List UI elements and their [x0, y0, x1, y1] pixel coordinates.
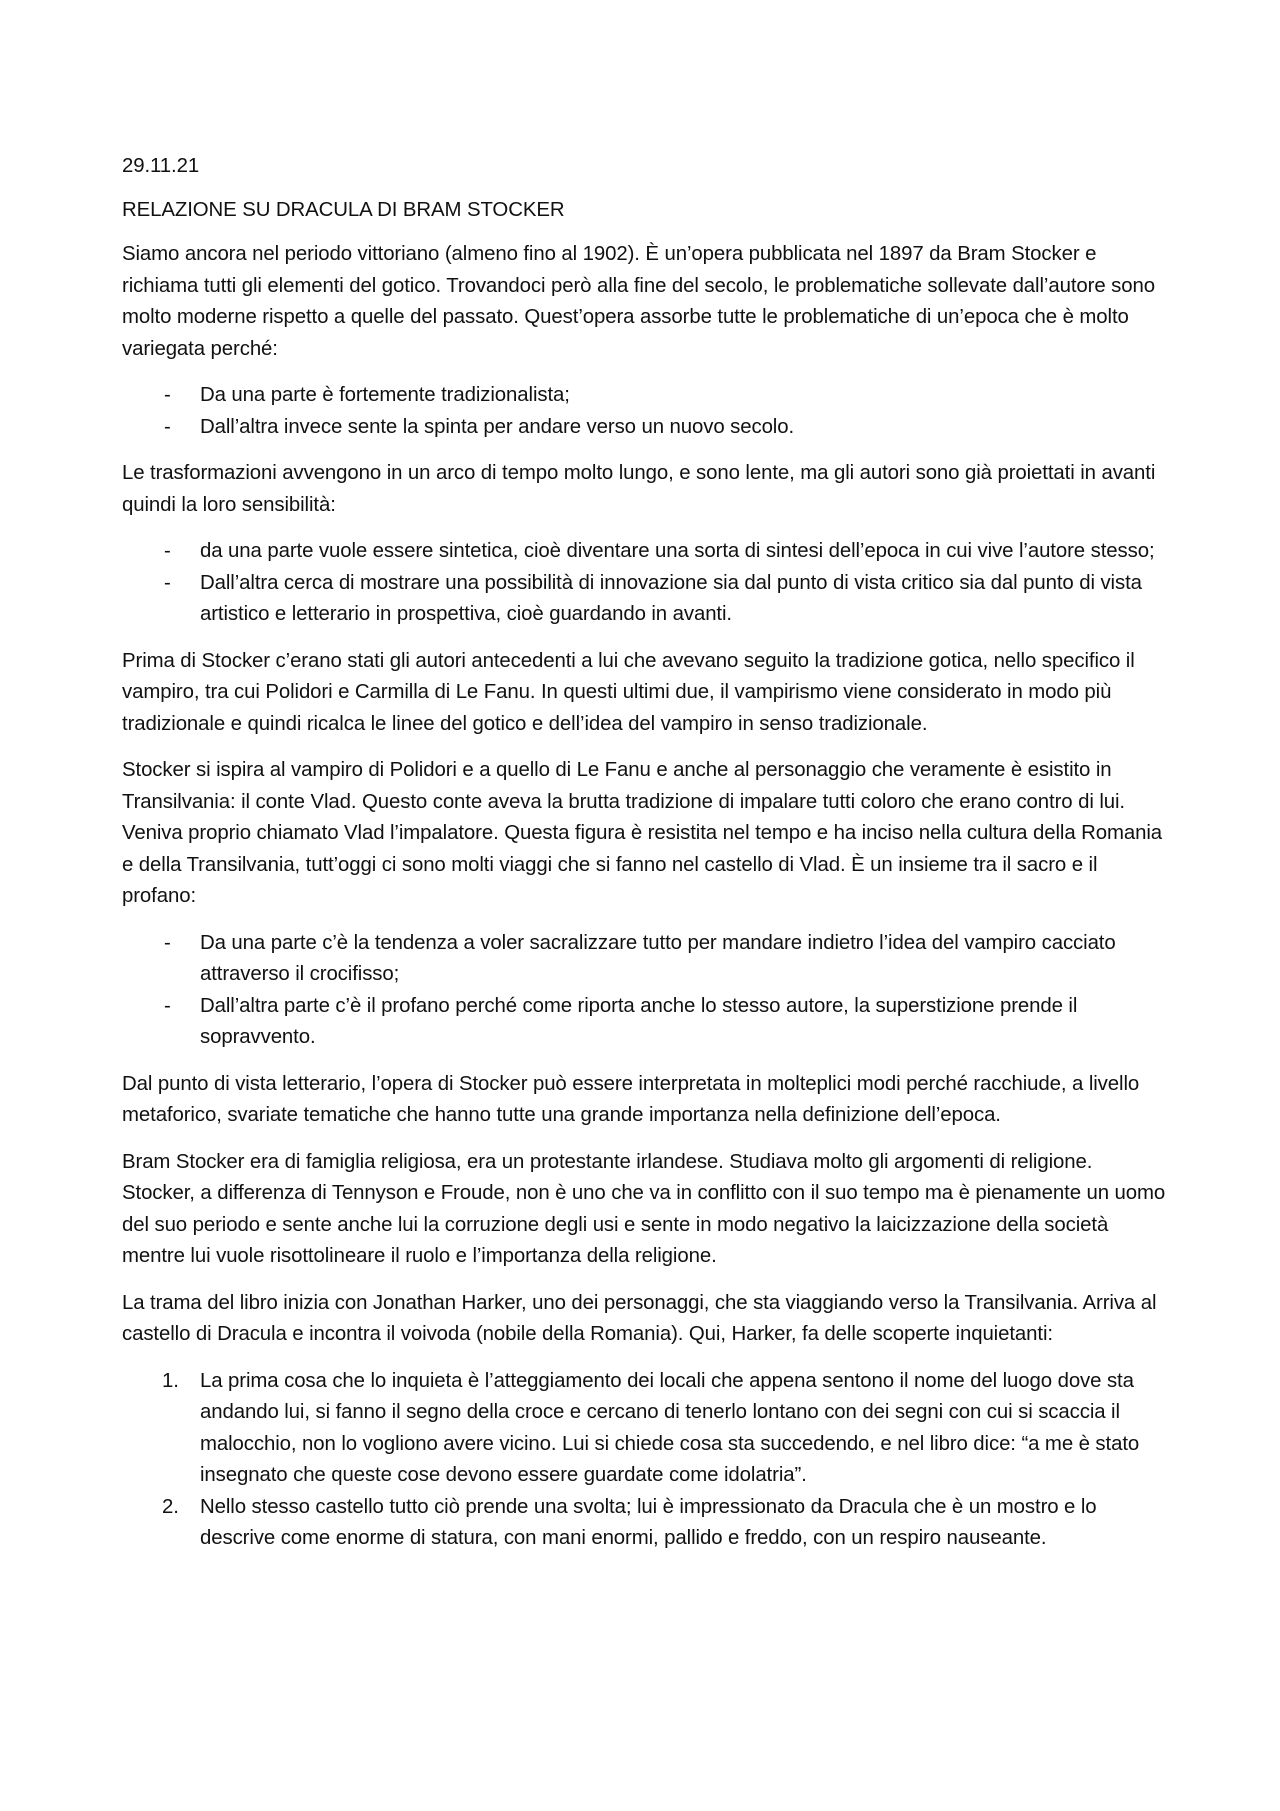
list-item	[122, 568, 1170, 631]
paragraph-religion: Bram Stocker era di famiglia religiosa, era un protestante irlandese. Studiava molto gli argomenti di religione. Stocker, a differenza di Tennyson e Froude, non è uno che va in conflitto con il suo tempo ma è pienamente un uomo del suo periodo e sente anche lui la corruzione degli usi e sente in modo negativo la laicizzazione della società mentre lui vuole risottolineare il ruolo e l’importanza della religione.	[122, 1150, 1166, 1267]
paragraph-plot: La trama del libro inizia con Jonathan Harker, uno dei personaggi, che sta viaggiando verso la Transilvania. Arriva al castello di Dracula e incontra il voivoda (nobile della Romania). Qui, Harker, fa delle scoperte inquietanti:	[122, 1291, 1157, 1345]
dash-marker: -	[164, 931, 171, 954]
dash-list-sensibility	[122, 536, 1170, 631]
list-item-text: Dall’altra cerca di mostrare una possibilità di innovazione sia dal punto di vista critico sia dal punto di vista artistico e letterario in prospettiva, cioè guardando in avanti.	[200, 571, 1142, 625]
list-item-text: La prima cosa che lo inquieta è l’atteggiamento dei locali che appena sentono il nome del luogo dove sta andando lui, si fanno il segno della croce e cercano di tenerlo lontano con dei segni con cui si scaccia il malocchio, non lo vogliono avere vicino. Lui si chiede cosa sta succedendo, e nel libro dice: “a me è stato insegnato che queste cose devono essere guardate come idolatria”.	[200, 1369, 1140, 1486]
dash-marker: -	[164, 994, 171, 1017]
list-item	[122, 928, 1170, 991]
dash-marker: -	[164, 571, 171, 594]
paragraph-intro: Siamo ancora nel periodo vittoriano (almeno fino al 1902). È un’opera pubblicata nel 1897 da Bram Stocker e richiama tutti gli elementi del gotico. Trovandoci però alla fine del secolo, le problematiche sollevate dall’autore sono molto moderne rispetto a quelle del passato. Quest’opera assorbe tutte le problematiche di un’epoca che è molto variegata perché:	[122, 243, 1155, 360]
list-item-text: da una parte vuole essere sintetica, cioè diventare una sorta di sintesi dell’epoca in cui vive l’autore stesso;	[200, 540, 1155, 562]
document-date: 29.11.21	[122, 155, 200, 177]
list-item-text: Nello stesso castello tutto ciò prende una svolta; lui è impressionato da Dracula che è un mostro e lo descrive come enorme di statura, con mani enormi, pallido e freddo, con un respiro nauseante.	[200, 1495, 1097, 1549]
list-item-text: Da una parte è fortemente tradizionalista;	[200, 384, 570, 406]
number-marker: 2.	[162, 1495, 179, 1518]
dash-list-epoch	[122, 380, 1170, 443]
paragraph-vlad: Stocker si ispira al vampiro di Polidori e a quello di Le Fanu e anche al personaggio che veramente è esistito in Transilvania: il conte Vlad. Questo conte aveva la brutta tradizione di impalare tutti coloro che erano contro di lui. Veniva proprio chiamato Vlad l’impalatore. Questa figura è resistita nel tempo e ha inciso nella cultura della Romania e della Transilvania, tutt’oggi ci sono molti viaggi che si fanno nel castello di Vlad. È un insieme tra il sacro e il profano:	[122, 759, 1163, 907]
number-marker: 1.	[162, 1369, 179, 1392]
list-item	[122, 380, 1170, 412]
document-page	[122, 151, 1170, 1570]
list-item-text: Dall’altra invece sente la spinta per andare verso un nuovo secolo.	[200, 415, 795, 438]
paragraph-predecessors: Prima di Stocker c’erano stati gli autori antecedenti a lui che avevano seguito la tradizione gotica, nello specifico il vampiro, tra cui Polidori e Carmilla di Le Fanu. In questi ultimi due, il vampirismo viene considerato in modo più tradizionale e quindi ricalca le linee del gotico e dell’idea del vampiro in senso tradizionale.	[122, 649, 1135, 735]
list-item	[122, 412, 1170, 444]
dash-list-sacred-profane	[122, 928, 1170, 1054]
dash-marker: -	[164, 384, 171, 406]
paragraph-transformations: Le trasformazioni avvengono in un arco di tempo molto lungo, e sono lente, ma gli autori sono già proiettati in avanti quindi la loro sensibilità:	[122, 462, 1156, 516]
list-item	[122, 991, 1170, 1054]
document-title: RELAZIONE SU DRACULA DI BRAM STOCKER	[122, 198, 565, 221]
list-item	[122, 1492, 1170, 1555]
list-item	[122, 1366, 1170, 1492]
paragraph-literary: Dal punto di vista letterario, l’opera di Stocker può essere interpretata in molteplici modi perché racchiude, a livello metaforico, svariate tematiche che hanno tutte una grande importanza nella definizione dell’epoca.	[122, 1072, 1140, 1126]
list-item-text: Dall’altra parte c’è il profano perché come riporta anche lo stesso autore, la superstizione prende il sopravvento.	[200, 994, 1078, 1048]
list-item-text: Da una parte c’è la tendenza a voler sacralizzare tutto per mandare indietro l’idea del vampiro cacciato attraverso il crocifisso;	[200, 931, 1116, 985]
dash-marker: -	[164, 540, 171, 562]
numbered-list-discoveries	[122, 1366, 1170, 1555]
list-item	[122, 536, 1170, 568]
dash-marker: -	[164, 415, 171, 438]
